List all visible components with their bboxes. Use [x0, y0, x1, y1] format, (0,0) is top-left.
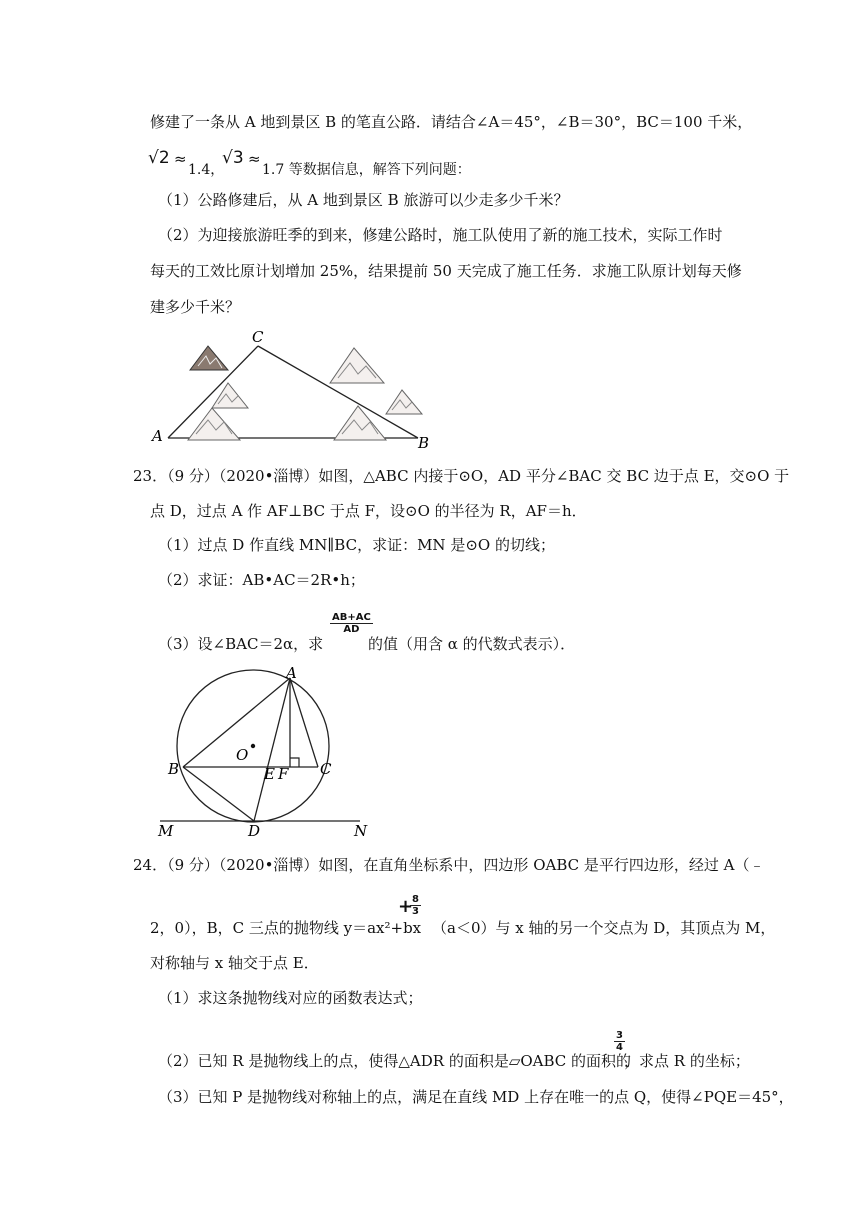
- label-N: N: [354, 822, 368, 840]
- p22-q1: （1）公路修建后，从 A 地到景区 B 旅游可以少走多少千米？: [158, 191, 569, 209]
- p24-plus: +: [398, 896, 414, 917]
- label-C: C: [252, 328, 264, 346]
- p24-line1: 24．（9 分）（2020•淄博）如图，在直角坐标系中，四边形 OABC 是平行四边形，经过 A（﹣: [133, 856, 765, 874]
- p24-q1: （1）求这条抛物线对应的函数表达式；: [158, 989, 423, 1007]
- right-angle-mark: [290, 758, 299, 767]
- label-D: D: [248, 822, 261, 840]
- label-O: O: [236, 746, 249, 764]
- p22-line1: 修建了一条从 A 地到景区 B 的笔直公路．请结合∠A＝45°，∠B＝30°，BC＝100 千米，: [150, 113, 753, 131]
- sqrt3-symbol: √3: [222, 148, 244, 168]
- label-E: E: [264, 765, 275, 783]
- approx-symbol-2: ≈: [248, 150, 261, 168]
- p24-q2-frac-denominator: 4: [616, 1042, 623, 1053]
- p24-line2-post: （a＜0）与 x 轴的另一个交点为 D，其顶点为 M，: [432, 919, 776, 937]
- mountain-icon-3: [188, 408, 240, 440]
- p23-q3-pre: （3）设∠BAC＝2α，求: [158, 635, 324, 653]
- p23-frac-numerator: AB+AC: [332, 612, 371, 623]
- p24-line2-pre: 2，0），B，C 三点的抛物线 y＝ax²+bx: [150, 919, 422, 937]
- label-B: B: [168, 760, 180, 778]
- p22-val2: 1.7 等数据信息，解答下列问题：: [262, 162, 471, 178]
- sqrt2-symbol: √2: [148, 148, 170, 168]
- mountain-icon-4: [330, 348, 384, 383]
- circle-triangle-figure: [150, 664, 380, 844]
- mountain-icon-6: [334, 406, 386, 440]
- label-C: C: [320, 760, 332, 778]
- p24-fraction: [410, 894, 421, 917]
- p23-q1: （1）过点 D 作直线 MN∥BC，求证：MN 是⊙O 的切线；: [158, 536, 555, 554]
- p24-q2-pre: （2）已知 R 是抛物线上的点，使得△ADR 的面积是▱OABC 的面积的: [158, 1052, 632, 1070]
- p23-fraction: [330, 612, 373, 635]
- p22-q2-line2: 每天的工效比原计划增加 25%，结果提前 50 天完成了施工任务．求施工队原计划每天修: [150, 262, 742, 280]
- p24-q2-fraction: [614, 1030, 625, 1053]
- p24-frac-numerator: 8: [412, 894, 419, 905]
- p23-q2: （2）求证：AB•AC＝2R•h；: [158, 571, 365, 589]
- label-B: B: [418, 434, 430, 452]
- label-A: A: [152, 427, 163, 445]
- p24-frac-denominator: 3: [412, 906, 419, 917]
- p22-q2-line1: （2）为迎接旅游旺季的到来，修建公路时，施工队使用了新的施工技术，实际工作时: [158, 226, 723, 244]
- p24-q3: （3）已知 P 是抛物线对称轴上的点，满足在直线 MD 上存在唯一的点 Q，使得∠PQE＝45°，: [158, 1088, 794, 1106]
- p24-line3: 对称轴与 x 轴交于点 E．: [150, 954, 319, 972]
- p22-val1: 1.4，: [188, 162, 225, 178]
- approx-symbol-1: ≈: [174, 150, 187, 168]
- mountain-icon-1: [190, 346, 228, 370]
- label-F: F: [278, 765, 289, 783]
- label-A: A: [286, 664, 297, 682]
- p24-q2-post: ，求点 R 的坐标；: [624, 1052, 750, 1070]
- center-dot: [251, 744, 255, 748]
- p22-q2-line3: 建多少千米？: [150, 298, 241, 316]
- label-M: M: [158, 822, 174, 840]
- p23-frac-denominator: AD: [343, 624, 360, 635]
- triangle-mountain-figure: [150, 328, 440, 453]
- p23-line2: 点 D，过点 A 作 AF⊥BC 于点 F，设⊙O 的半径为 R，AF＝h．: [150, 502, 587, 520]
- mountain-icon-5: [386, 390, 422, 414]
- p23-q3-post: 的值（用含 α 的代数式表示）．: [368, 635, 576, 653]
- p24-q2-frac-numerator: 3: [616, 1030, 623, 1041]
- p23-line1: 23．（9 分）（2020•淄博）如图，△ABC 内接于⊙O，AD 平分∠BAC 交 BC 边于点 E，交⊙O 于: [133, 467, 790, 485]
